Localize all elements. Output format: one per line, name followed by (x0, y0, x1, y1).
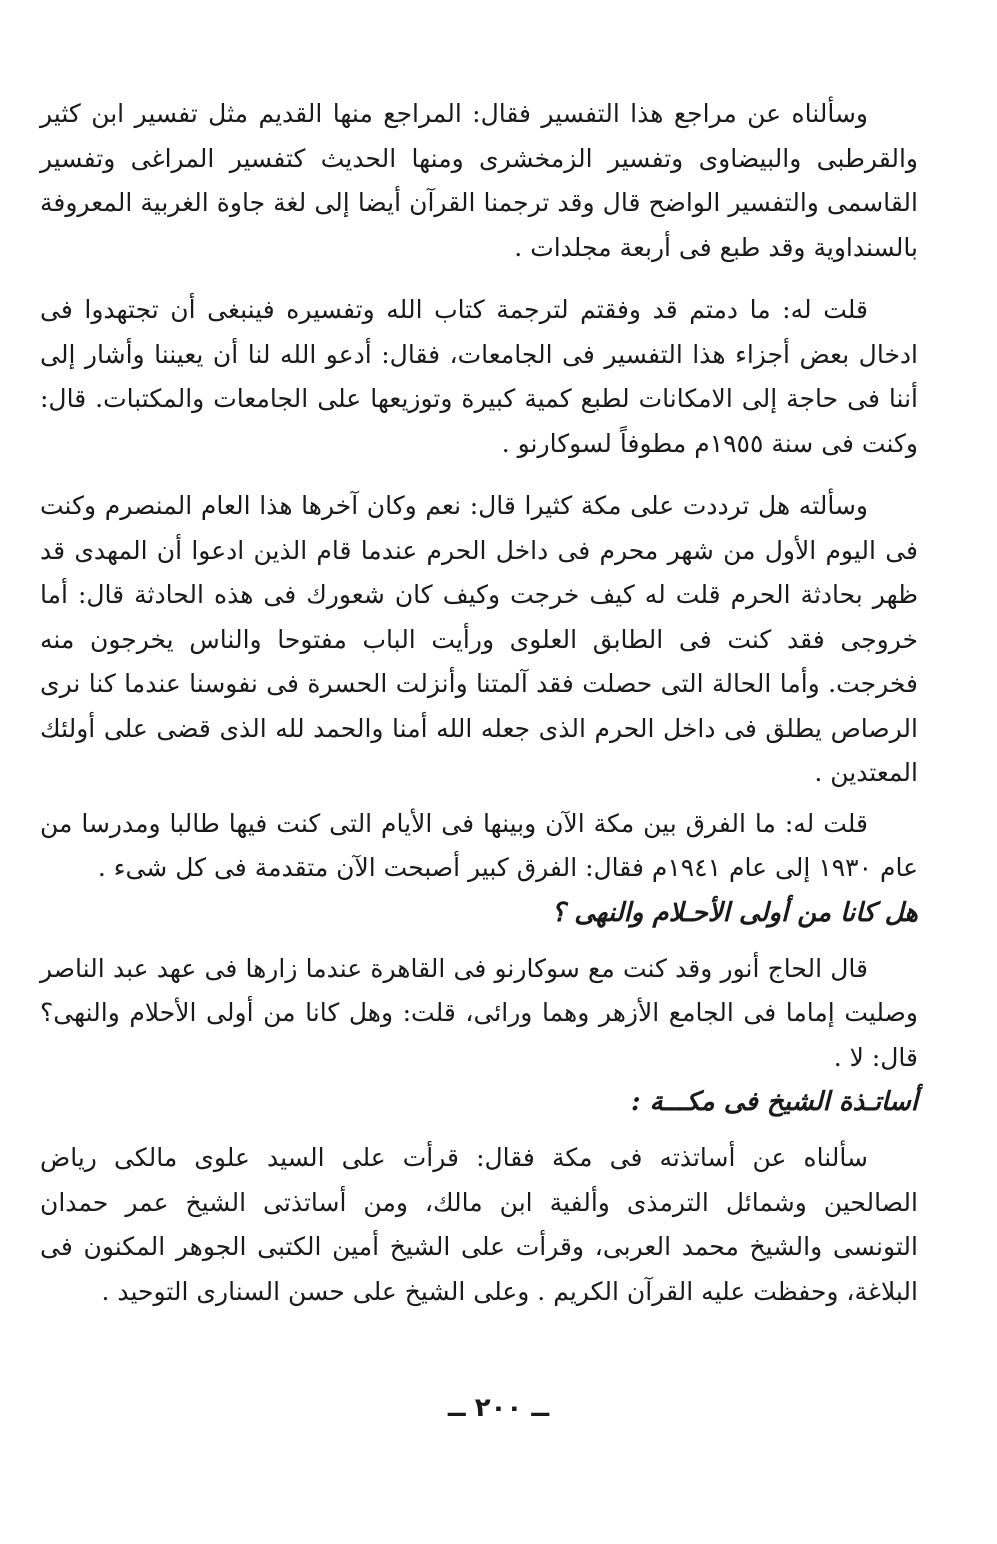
page-number: ــ ٢٠٠ ــ (447, 1393, 550, 1423)
heading-wisdom-question: هل كانا من أولى الأحـلام والنهى ؟ (551, 897, 918, 928)
paragraph-teachers: سألناه عن أساتذته فى مكة فقال: قرأت على السيد علوى مالكى رياض الصالحين وشمائل الترمذى وألفية ابن مالك، ومن أساتذتى الشيخ عمر حمدان التونسى والشيخ محمد العربى، وقرأت على الشيخ أمين الكتبى الجوهر المكنون فى البلاغة، وحفظت عليه القرآن الكريم . وعلى الشيخ على حسن السنارى التوحيد . (40, 1143, 918, 1306)
paragraph-mecca-visits: وسألته هل ترددت على مكة كثيرا قال: نعم وكان آخرها هذا العام المنصرم وكنت فى اليوم الأول من شهر محرم فى داخل الحرم عندما قام الذين ادعوا أن المهدى قد ظهر بحادثة الحرم قلت له كيف خرجت وكيف كان شعورك فى هذه الحادثة قال: أما خروجى فقد كنت فى الطابق العلوى ورأيت الباب مفتوحا والناس يخرجون منه فخرجت. وأما الحالة التى حصلت فقد آلمتنا وأنزلت الحسرة فى نفوسنا عندما كنا نرى الرصاص يطلق فى داخل الحرم الذى جعله الله أمنا والحمد لله الذى قضى على أولئك المعتدين . (40, 491, 918, 787)
paragraph-references: وسألناه عن مراجع هذا التفسير فقال: المراجع منها القديم مثل تفسير ابن كثير والقرطبى والبيضاوى وتفسير الزمخشرى ومنها الحديث كتفسير المراغى وتفسير القاسمى والتفسير الواضح قال وقد ترجمنا القرآن أيضا إلى لغة جاوة الغربية المعروفة بالسنداوية وقد طبع فى أربعة مجلدات . (40, 99, 918, 262)
paragraph-mecca-difference: قلت له: ما الفرق بين مكة الآن وبينها فى الأيام التى كنت فيها طالبا ومدرسا من عام ١٩٣٠ إلى عام ١٩٤١م فقال: الفرق كبير أصبحت الآن متقدمة فى كل شىء . (40, 808, 918, 882)
paragraph-cairo-visit: قال الحاج أنور وقد كنت مع سوكارنو فى القاهرة عندما زارها فى عهد عبد الناصر وصليت إماما فى الجامع الأزهر وهما ورائى، قلت: وهل كانا من أولى الأحلام والنهى؟ قال: لا . (40, 953, 918, 1072)
paragraph-translation-universities: قلت له: ما دمتم قد وفقتم لترجمة كتاب الله وتفسيره فينبغى أن تجتهدوا فى ادخال بعض أجزاء هذا التفسير فى الجامعات، فقال: أدعو الله لنا أن يعيننا وأشار إلى أننا فى حاجة إلى الامكانات لطبع كمية كبيرة وتوزيعها على الجامعات والمكتبات. قال: وكنت فى سنة ١٩٥٥م مطوفاً لسوكارنو . (40, 295, 918, 458)
page-body (40, 92, 918, 1314)
heading-sheikh-teachers: أساتـذة الشيخ فى مكـــة : (630, 1087, 918, 1117)
